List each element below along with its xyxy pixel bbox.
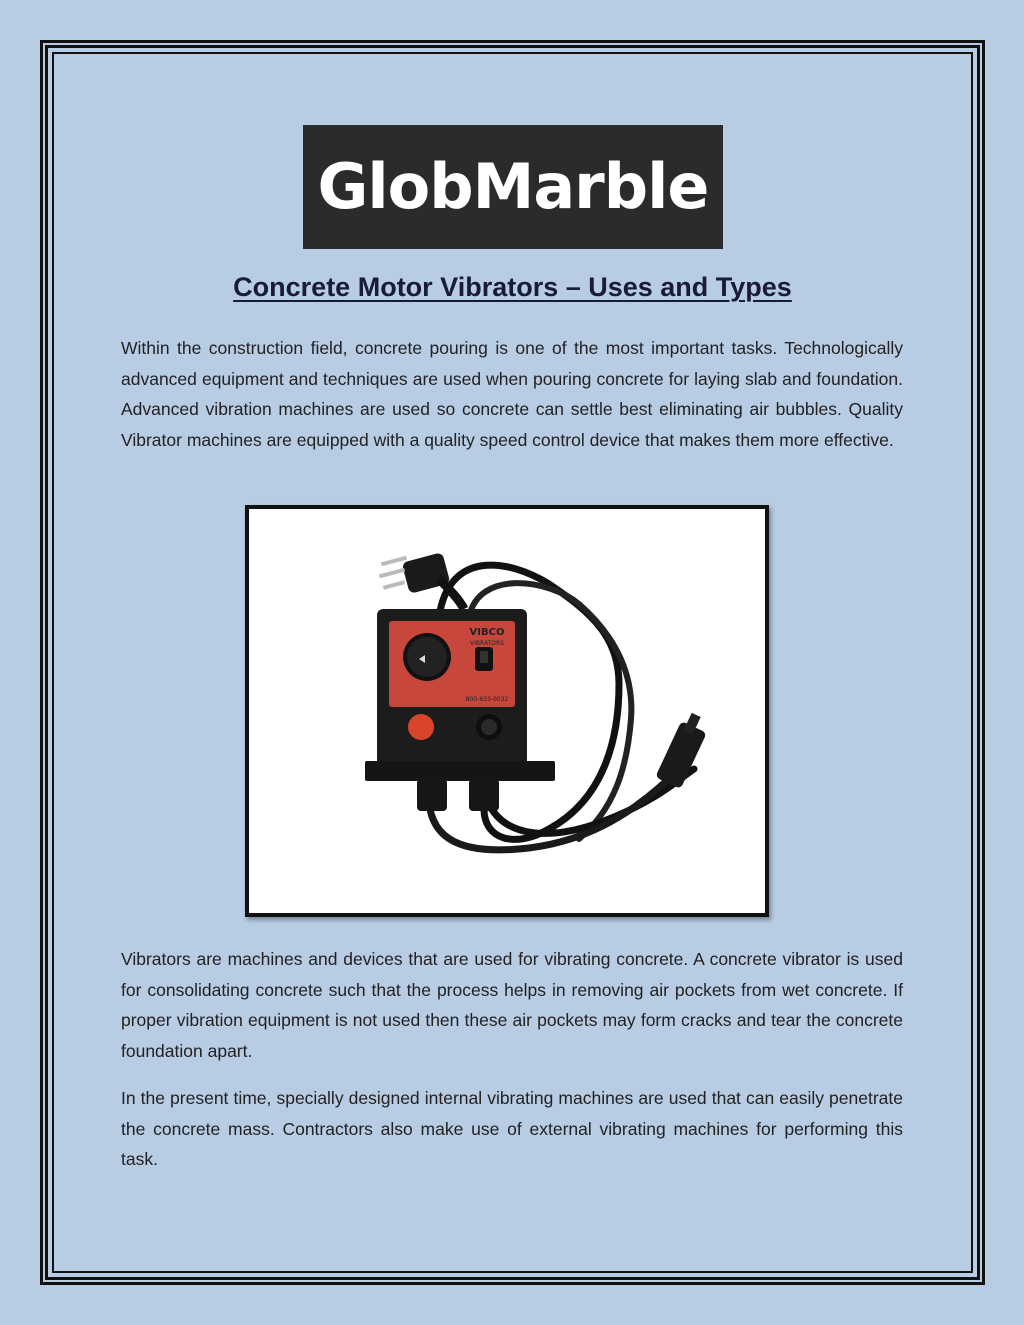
intro-paragraph: Within the construction field, concrete pouring is one of the most important tasks. Technologically advanced equipment and techniques are used when pouring concrete for laying slab and foundation. Advanced vibration machines are used so concrete can settle best eliminating air bubbles. Quality Vibrator machines are equipped with a quality speed control device that makes them more effective. (121, 338, 903, 450)
page-title (52, 272, 973, 303)
body-paragraph-1: Vibrators are machines and devices that are used for vibrating concrete. A concrete vibrator is used for consolidating concrete such that the process helps in removing air pockets from wet concrete. If proper vibration equipment is not used then these air pockets may form cracks and tear the concrete foundation apart. (121, 949, 903, 1061)
speed-control-device-image (249, 509, 765, 913)
panel-sub-text: VIBRATORS (470, 640, 504, 647)
panel-brand-text: VIBCO (469, 627, 505, 638)
title-text: Concrete Motor Vibrators – Uses and Types (233, 272, 792, 302)
logo-text: GlobMarble (317, 150, 709, 223)
globmarble-logo (303, 125, 723, 249)
body-paragraph-2: In the present time, specially designed internal vibrating machines are used that can easily penetrate the concrete mass. Contractors also make use of external vibrating machines for performing this task. (121, 1088, 903, 1169)
panel-phone-text: 800-633-0032 (465, 696, 509, 703)
product-photo (245, 505, 769, 917)
